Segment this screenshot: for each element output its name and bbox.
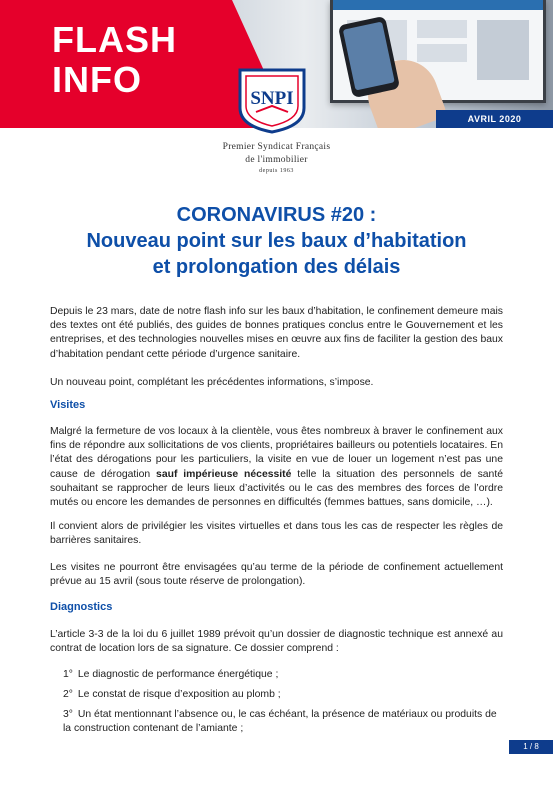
intro-summary: Un nouveau point, complétant les précédentes informations, s’impose. [50,377,374,388]
page-number: 1 / 8 [509,740,553,754]
org-name-line1: Premier Syndicat Français [222,142,331,152]
list-number: 2° [63,689,73,700]
list-text: Un état mentionnant l’absence ou, le cas échéant, la présence de matériaux ou produits de la construction contenant de l’amiante ; [63,709,497,735]
info-line: INFO [52,59,142,100]
visites-p1-emphasis: sauf impérieuse nécessité [156,468,292,480]
org-since: depuis 1963 [259,168,294,174]
list-text: Le constat de risque d’exposition au plomb ; [77,689,281,700]
doc-title-line1: CORONAVIRUS #20 : [176,204,377,226]
list-item [63,708,503,736]
visites-p1-text: Malgré la fermeture de vos locaux à la clientèle, vous êtes nombreux à braver le confinement aux fins de répondre aux sollicitations de vos clients, propriétaires bailleurs ou potentiels locataires. En l’état des dérogations pour les particuliers, la visite en vue de louer un logement n’est pas une cause de dérogation [50,426,503,480]
list-item [63,668,503,682]
snpi-logo [236,68,308,134]
visites-paragraph-2: Il convient alors de privilégier les visites virtuelles et dans tous les cas de respecter les règles de barrières sanitaires. [50,521,503,547]
flash-line: FLASH [52,19,177,60]
diagnostics-paragraph: L’article 3-3 de la loi du 6 juillet 1989 prévoit qu’un dossier de diagnostic technique est annexé au contrat de location lors de sa signature. Ce dossier comprend : [50,629,503,655]
section-heading-visites: Visites [50,399,86,411]
list-text: Le diagnostic de performance énergétique ; [77,669,279,680]
list-number: 1° [63,669,73,680]
doc-title-line2: Nouveau point sur les baux d’habitation [86,230,467,252]
list-item [63,688,503,702]
intro-paragraph: Depuis le 23 mars, date de notre flash info sur les baux d’habitation, le confinement demeure mais des textes ont été publiés, des guides de bonnes pratiques conclus entre le Gouvernement et les entreprises, et des technologies nouvelles mises en œuvre aux fins de faciliter la gestion des baux d’habitation pendant cette période d’urgence sanitaire. [50,306,503,360]
section-heading-diagnostics: Diagnostics [50,601,113,613]
date-badge: AVRIL 2020 [436,110,553,128]
visites-paragraph-1 [50,425,503,510]
visites-paragraph-3: Les visites ne pourront être envisagées qu’au terme de la période de confinement actuellement prévue au 15 avril (sous toute réserve de prolongation). [50,562,503,588]
visites-p1-text-end: telle la situation des personnels de santé souhaitant se rapprocher de leurs lieux d’activités ou le cas des membres des forces de l’ordre mutés ou encore les demandes de personnes en difficultés (femmes battues, sans domicile, …). [50,468,504,509]
list-number: 3° [63,709,73,720]
doc-title-line3: et prolongation des délais [152,256,401,278]
logo-wordmark: SNPI [250,88,294,109]
org-name-line2: de l'immobilier [245,155,308,165]
flash-info-title [52,20,177,100]
